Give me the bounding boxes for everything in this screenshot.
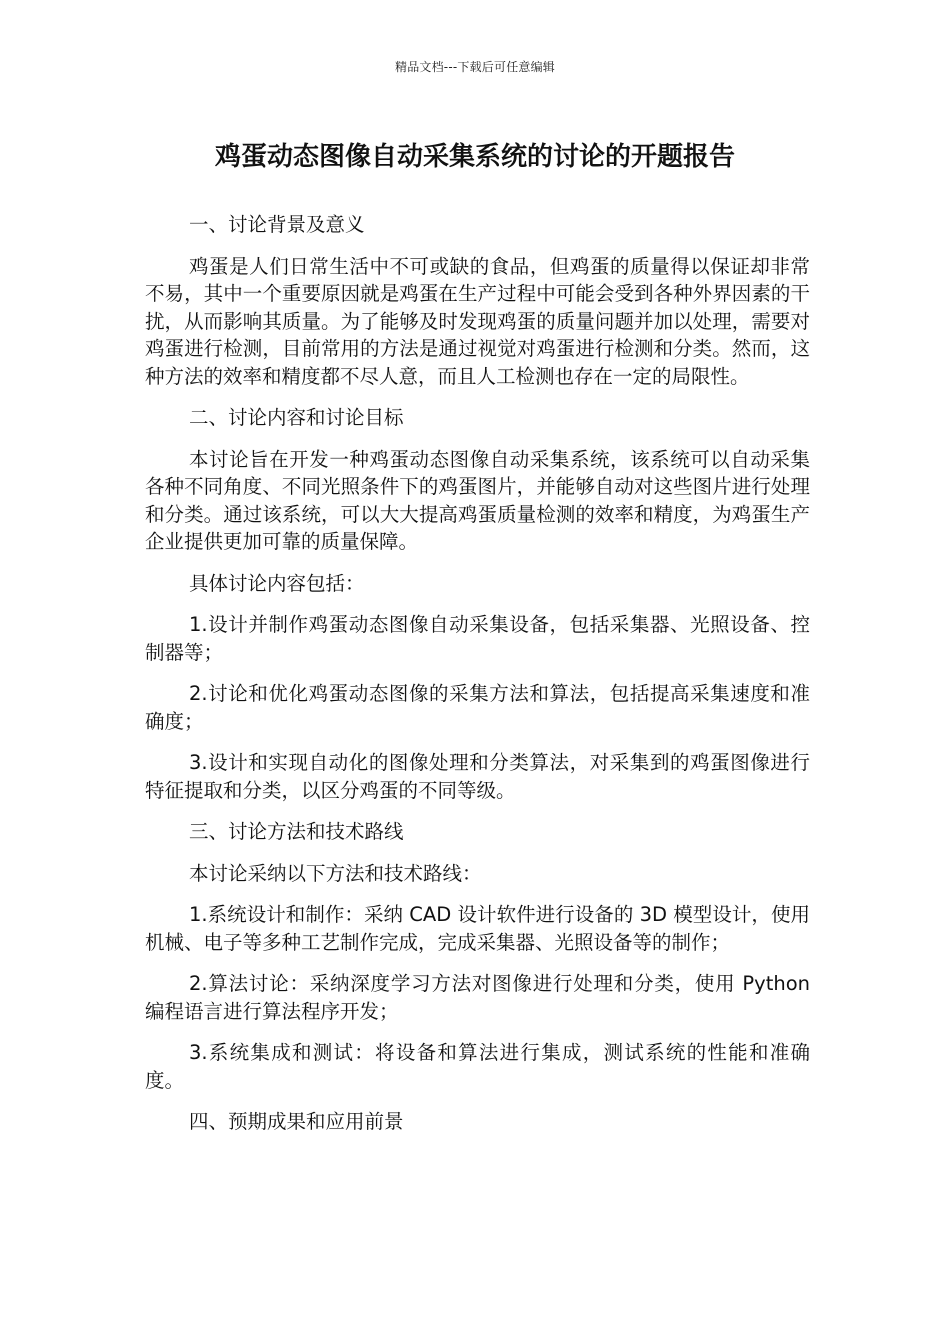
paragraph-content-intro: 具体讨论内容包括：: [189, 571, 365, 595]
list-item-content-1: 1.设计并制作鸡蛋动态图像自动采集设备，包括采集器、光照设备、控制器等；: [145, 613, 810, 664]
section-heading-content-goals: 二、讨论内容和讨论目标: [189, 406, 404, 429]
list-item-content-2: 2.讨论和优化鸡蛋动态图像的采集方法和算法，包括提高采集速度和准确度；: [145, 682, 810, 733]
document-body: [145, 211, 810, 1150]
list-item-method-1: 1.系统设计和制作：采纳 CAD 设计软件进行设备的 3D 模型设计，使用机械、电子等多种工艺制作完成，完成采集器、光照设备等的制作；: [145, 903, 810, 954]
paragraph-goals: 本讨论旨在开发一种鸡蛋动态图像自动采集系统，该系统可以自动采集各种不同角度、不同光照条件下的鸡蛋图片，并能够自动对这些图片进行处理和分类。通过该系统，可以大大提高鸡蛋质量检测的效率和精度，为鸡蛋生产企业提供更加可靠的质量保障。: [145, 447, 810, 553]
section-heading-outcomes: 四、预期成果和应用前景: [189, 1110, 404, 1133]
section-heading-methods: 三、讨论方法和技术路线: [189, 820, 404, 843]
paragraph-background: 鸡蛋是人们日常生活中不可或缺的食品，但鸡蛋的质量得以保证却非常不易，其中一个重要原因就是鸡蛋在生产过程中可能会受到各种外界因素的干扰，从而影响其质量。为了能够及时发现鸡蛋的质量问题并加以处理，需要对鸡蛋进行检测，目前常用的方法是通过视觉对鸡蛋进行检测和分类。然而，这种方法的效率和精度都不尽人意，而且人工检测也存在一定的局限性。: [145, 254, 810, 388]
list-item-method-2: 2.算法讨论：采纳深度学习方法对图像进行处理和分类，使用 Python 编程语言进行算法程序开发；: [145, 972, 810, 1023]
section-heading-background: 一、讨论背景及意义: [189, 213, 365, 236]
paragraph-methods-intro: 本讨论采纳以下方法和技术路线：: [189, 861, 482, 885]
page-header-watermark: 精品文档---下载后可任意编辑: [395, 60, 555, 74]
list-item-content-3: 3.设计和实现自动化的图像处理和分类算法，对采集到的鸡蛋图像进行特征提取和分类，以区分鸡蛋的不同等级。: [145, 751, 810, 802]
list-item-method-3: 3.系统集成和测试：将设备和算法进行集成，测试系统的性能和准确度。: [145, 1041, 810, 1092]
document-title: 鸡蛋动态图像自动采集系统的讨论的开题报告: [214, 142, 735, 172]
